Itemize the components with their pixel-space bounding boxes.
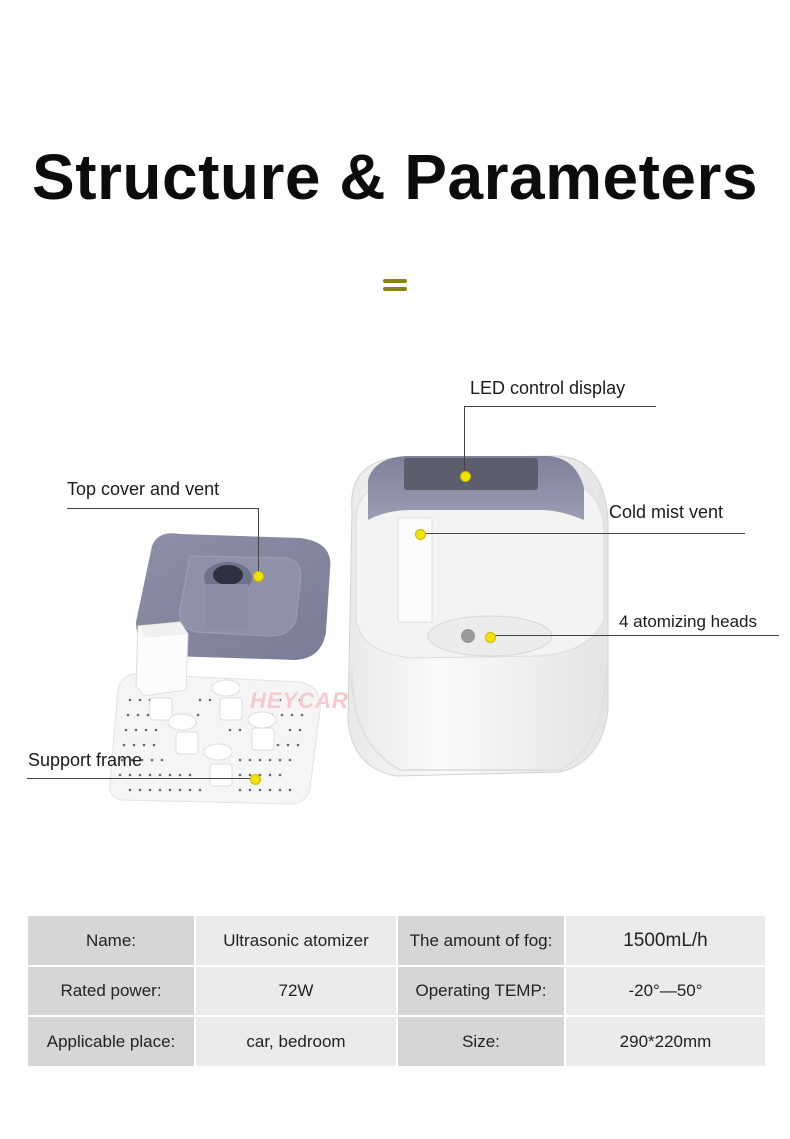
callout-top-cover: Top cover and vent <box>67 479 220 499</box>
param-value-temp: -20°—50° <box>566 967 765 1015</box>
param-value-power: 72W <box>196 967 396 1015</box>
callout-line-frame <box>27 778 255 779</box>
param-value-size: 290*220mm <box>566 1017 765 1066</box>
param-label-size: Size: <box>398 1017 564 1066</box>
callout-atomizing-heads: 4 atomizing heads <box>619 612 757 631</box>
param-label-power: Rated power: <box>28 967 194 1015</box>
param-label-name: Name: <box>28 916 194 965</box>
param-value-fog: 1500mL/h <box>566 916 765 965</box>
param-value-place: car, bedroom <box>196 1017 396 1066</box>
callout-support-frame: Support frame <box>28 750 143 770</box>
product-illustration <box>0 370 790 830</box>
title-divider-icon <box>383 279 407 292</box>
callout-line-heads <box>490 635 779 636</box>
callout-led-display: LED control display <box>470 378 626 398</box>
param-label-place: Applicable place: <box>28 1017 194 1066</box>
param-label-fog: The amount of fog: <box>398 916 564 965</box>
callout-cold-mist: Cold mist vent <box>609 502 724 522</box>
param-label-temp: Operating TEMP: <box>398 967 564 1015</box>
callout-line-cover-top <box>67 508 259 509</box>
callout-dot-cover <box>253 571 264 582</box>
callout-line-mist <box>420 533 745 534</box>
parameters-table <box>28 916 765 1066</box>
callout-dot-mist <box>415 529 426 540</box>
led-panel <box>404 458 538 490</box>
watermark-logo: HEYCAR <box>250 688 349 713</box>
param-value-name: Ultrasonic atomizer <box>196 916 396 965</box>
page-title: Structure & Parameters <box>32 141 758 213</box>
callout-line-led-top <box>464 406 656 407</box>
callout-dot-heads <box>485 632 496 643</box>
callout-line-led-vertical <box>464 406 465 474</box>
callout-dot-led <box>460 471 471 482</box>
callout-line-cover-vertical <box>258 508 259 574</box>
callout-dot-frame <box>250 774 261 785</box>
